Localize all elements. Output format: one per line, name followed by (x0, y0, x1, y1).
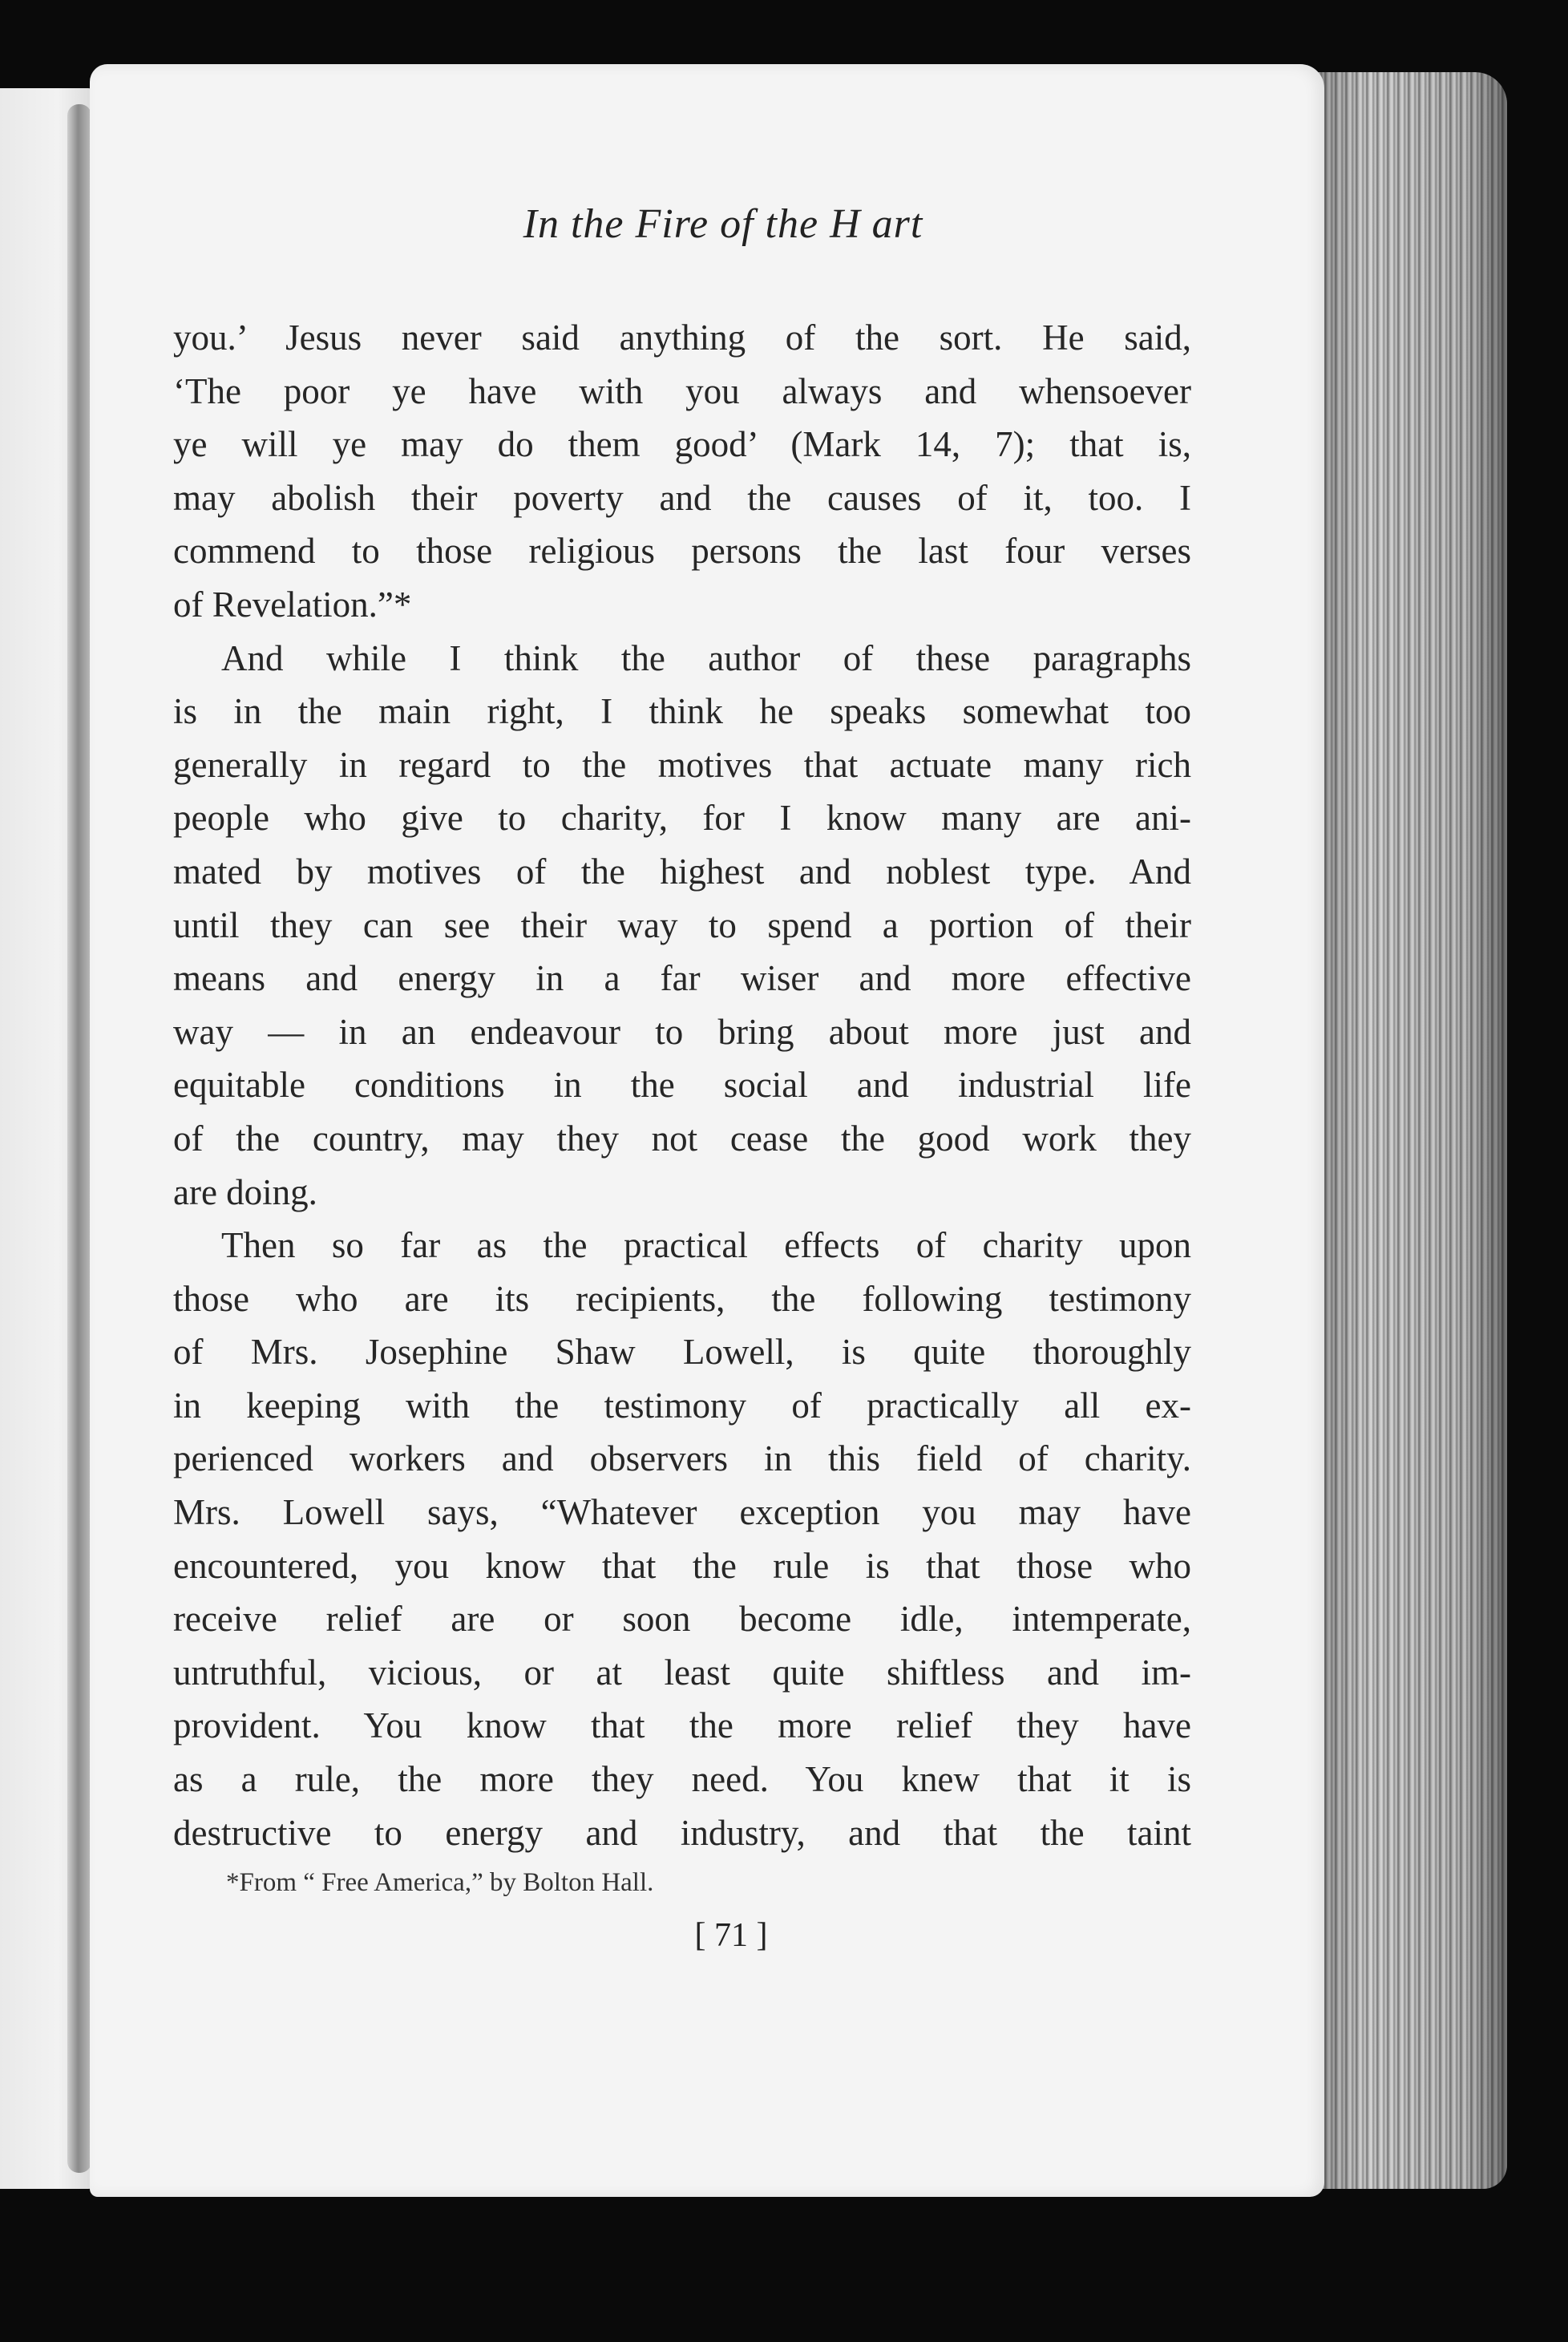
text-line: ye will ye may do them good’ (Mark 14, 7); that is, (173, 424, 1191, 465)
text-line: as a rule, the more they need. You knew that it is (173, 1759, 1191, 1800)
text-line: ‘The poor ye have with you always and whensoever (173, 370, 1191, 411)
text-line: of Revelation.”* (173, 584, 412, 625)
text-line: perienced workers and observers in this field of charity. (173, 1438, 1191, 1479)
body-text (173, 311, 1191, 1859)
text-line: means and energy in a far wiser and more effective (173, 958, 1191, 999)
text-line: those who are its recipients, the following testimony (173, 1278, 1191, 1319)
page-number: [ 71 ] (694, 1917, 768, 1954)
text-line: way — in an endeavour to bring about more just and (173, 1011, 1191, 1052)
text-line: equitable conditions in the social and industrial life (173, 1065, 1191, 1106)
text-line: of Mrs. Josephine Shaw Lowell, is quite thoroughly (173, 1332, 1191, 1373)
text-line: may abolish their poverty and the causes of it, too. I (173, 477, 1191, 518)
text-line: generally in regard to the motives that actuate many rich (173, 744, 1191, 785)
text-line: commend to those religious persons the last four verses (173, 531, 1191, 572)
text-line: are doing. (173, 1171, 317, 1212)
text-line: Then so far as the practical effects of charity upon (221, 1225, 1191, 1266)
running-head: In the Fire of the H art (523, 201, 923, 247)
text-line: encountered, you know that the rule is that those who (173, 1545, 1191, 1586)
text-line: mated by motives of the highest and noblest type. And (173, 851, 1191, 892)
text-line: in keeping with the testimony of practically all ex- (173, 1385, 1191, 1426)
text-line: you.’ Jesus never said anything of the sort. He said, (173, 318, 1191, 358)
text-line: And while I think the author of these paragraphs (221, 637, 1191, 678)
text-line: provident. You know that the more relief they have (173, 1705, 1191, 1746)
page-block-shading (1307, 72, 1507, 2189)
text-line: Mrs. Lowell says, “Whatever exception you may have (173, 1492, 1191, 1533)
text-line: is in the main right, I think he speaks somewhat too (173, 691, 1191, 732)
text-line: until they can see their way to spend a portion of their (173, 904, 1191, 945)
text-line: destructive to energy and industry, and that the taint (173, 1812, 1191, 1853)
text-line: people who give to charity, for I know many are ani- (173, 798, 1191, 839)
footnote: *From “ Free America,” by Bolton Hall. (226, 1868, 654, 1897)
text-line: receive relief are or soon become idle, intemperate, (173, 1599, 1191, 1640)
book-gutter (67, 104, 91, 2173)
text-line: of the country, may they not cease the good work they (173, 1118, 1191, 1159)
book-page (90, 64, 1324, 2197)
text-line: untruthful, vicious, or at least quite shiftless and im- (173, 1652, 1191, 1693)
